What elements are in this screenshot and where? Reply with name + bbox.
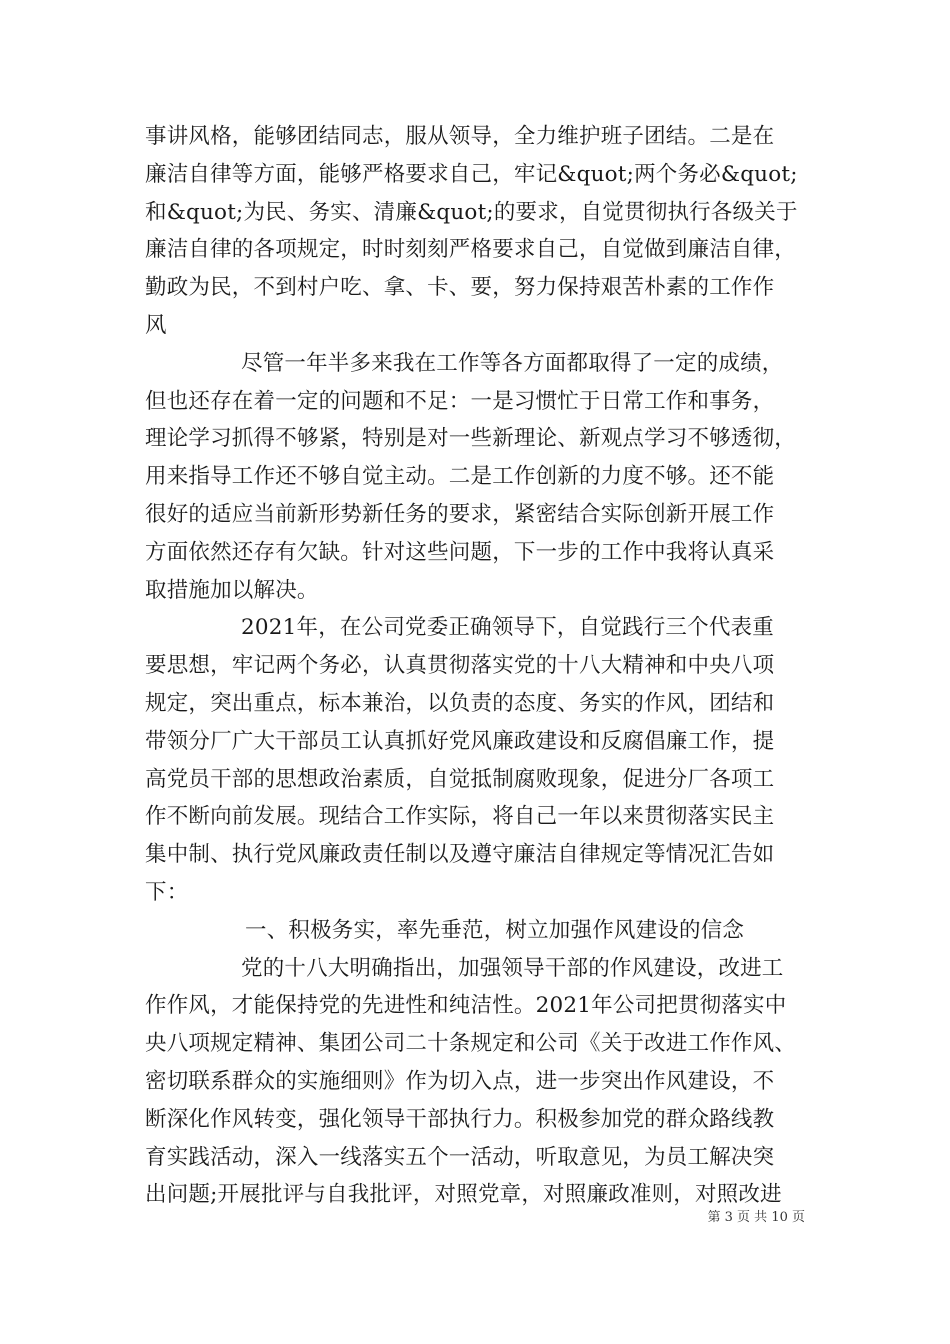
text-line: 育实践活动，深入一线落实五个一活动，听取意见，为员工解决突 <box>145 1144 775 1170</box>
text-line: 集中制、执行党风廉政责任制以及遵守廉洁自律规定等情况汇告如 <box>145 842 775 868</box>
text-line: 方面依然还存有欠缺。针对这些问题，下一步的工作中我将认真采 <box>145 539 775 565</box>
text-line: 用来指导工作还不够自觉主动。二是工作创新的力度不够。还不能 <box>145 464 775 490</box>
text-line: 理论学习抓得不够紧，特别是对一些新理论、新观点学习不够透彻， <box>145 426 797 452</box>
text-line: 作不断向前发展。现结合工作实际，将自己一年以来贯彻落实民主 <box>145 804 775 830</box>
text-line: 风 <box>145 312 167 338</box>
text-line: 要思想，牢记两个务必，认真贯彻落实党的十八大精神和中央八项 <box>145 653 775 679</box>
text-line: 党的十八大明确指出，加强领导干部的作风建设，改进工 <box>241 955 784 981</box>
page-number: 第 3 页 共 10 页 <box>707 1210 805 1225</box>
text-line: 廉洁自律的各项规定，时时刻刻严格要求自己，自觉做到廉洁自律， <box>145 237 797 263</box>
text-line: 作作风，才能保持党的先进性和纯洁性。2021年公司把贯彻落实中 <box>145 993 787 1019</box>
text-line: 和&quot;为民、务实、清廉&quot;的要求，自觉贯彻执行各级关于 <box>145 199 798 225</box>
text-line: 带领分厂广大干部员工认真抓好党风廉政建设和反腐倡廉工作，提 <box>145 728 775 754</box>
text-line: 下： <box>145 879 189 905</box>
text-line: 断深化作风转变，强化领导干部执行力。积极参加党的群众路线教 <box>145 1106 775 1132</box>
text-line: 很好的适应当前新形势新任务的要求，紧密结合实际创新开展工作 <box>145 501 775 527</box>
page-footer <box>0 1206 950 1225</box>
text-line: 事讲风格，能够团结同志，服从领导，全力维护班子团结。二是在 <box>145 124 775 149</box>
text-line: 但也还存在着一定的问题和不足：一是习惯忙于日常工作和事务， <box>145 388 775 414</box>
text-line: 2021年，在公司党委正确领导下，自觉践行三个代表重 <box>241 615 774 641</box>
text-line: 取措施加以解决。 <box>145 577 319 603</box>
text-line: 廉洁自律等方面，能够严格要求自己，牢记&quot;两个务必&quot; <box>145 161 798 187</box>
section-heading: 一、积极务实，率先垂范，树立加强作风建设的信念 <box>245 917 745 943</box>
text-line: 尽管一年半多来我在工作等各方面都取得了一定的成绩， <box>241 350 784 376</box>
document-body <box>145 118 815 1214</box>
text-line: 密切联系群众的实施细则》作为切入点，进一步突出作风建设，不 <box>145 1068 775 1094</box>
text-line: 高党员干部的思想政治素质，自觉抵制腐败现象，促进分厂各项工 <box>145 766 775 792</box>
text-line: 央八项规定精神、集团公司二十条规定和公司《关于改进工作作风、 <box>145 1031 797 1057</box>
text-line: 出问题;开展批评与自我批评，对照党章，对照廉政准则，对照改进 <box>145 1182 782 1208</box>
text-line: 规定，突出重点，标本兼治，以负责的态度、务实的作风，团结和 <box>145 690 775 716</box>
text-line: 勤政为民，不到村户吃、拿、卡、要，努力保持艰苦朴素的工作作 <box>145 275 775 301</box>
